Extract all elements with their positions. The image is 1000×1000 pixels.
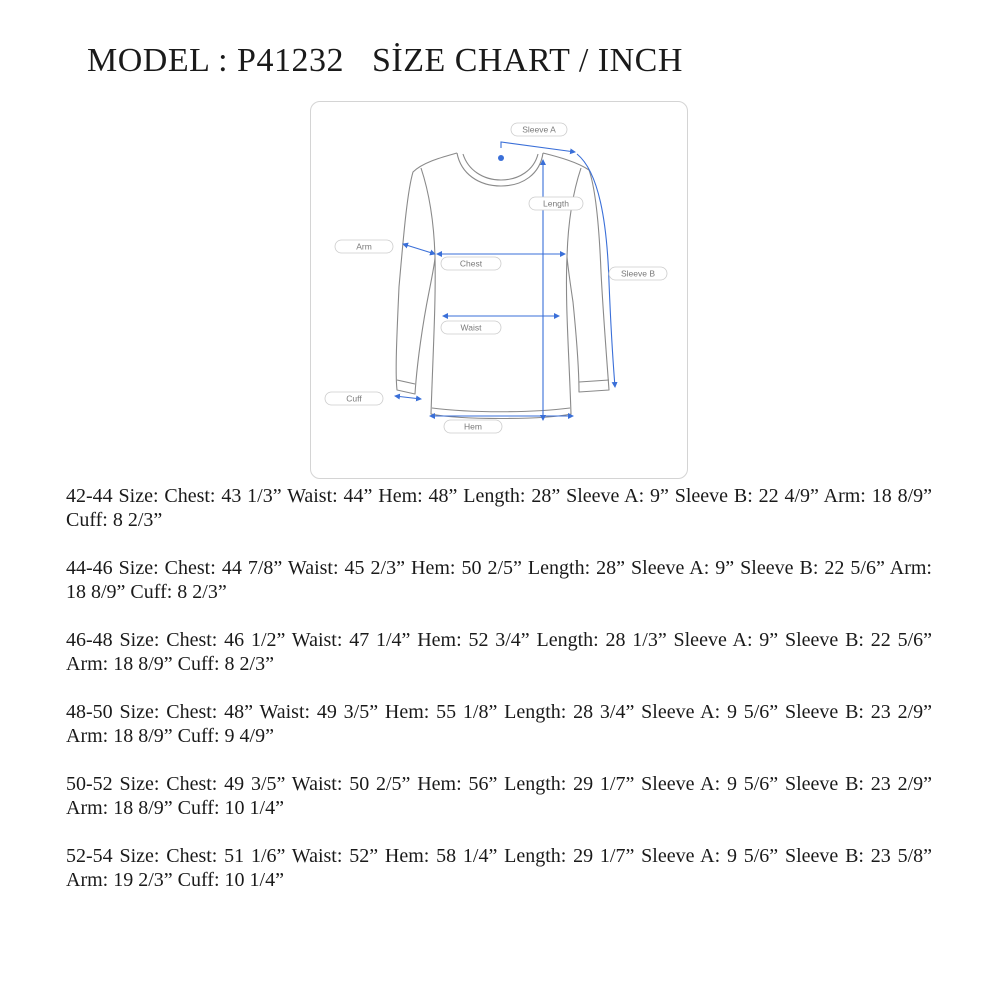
- size-entry-50-52: 50-52 Size: Chest: 49 3/5” Waist: 50 2/5” Hem: 56” Length: 29 1/7” Sleeve A: 9 5/6” Sleeve B: 23 2/9” Arm: 18 8/9” Cuff: 10 1/4”: [66, 773, 932, 819]
- label-sleeve-a: Sleeve A: [522, 124, 556, 135]
- label-hem: Hem: [464, 421, 482, 432]
- size-chart-unit-title: SİZE CHART / INCH: [371, 42, 683, 79]
- model-number: MODEL : P41232: [87, 42, 344, 79]
- label-waist: Waist: [460, 322, 482, 333]
- label-cuff: Cuff: [346, 393, 362, 404]
- arm-line: [403, 244, 435, 254]
- sleeve-a-line: [501, 142, 575, 152]
- size-entry-42-44: 42-44 Size: Chest: 43 1/3” Waist: 44” Hem: 48” Length: 28” Sleeve A: 9” Sleeve B: 22 4/9” Arm: 18 8/9” Cuff: 8 2/3”: [66, 485, 932, 531]
- cuff-line: [395, 396, 421, 399]
- page-title: [87, 42, 683, 80]
- label-sleeve-b: Sleeve B: [620, 268, 656, 279]
- label-length: Length: [543, 198, 569, 209]
- size-entry-48-50: 48-50 Size: Chest: 48” Waist: 49 3/5” Hem: 55 1/8” Length: 28 3/4” Sleeve A: 9 5/6” Sleeve B: 23 2/9” Arm: 18 8/9” Cuff: 9 4/9”: [66, 701, 932, 747]
- neck-point-marker: [498, 155, 504, 161]
- size-entry-44-46: 44-46 Size: Chest: 44 7/8” Waist: 45 2/3” Hem: 50 2/5” Length: 28” Sleeve A: 9” Sleeve B: 22 5/6” Arm: 18 8/9” Cuff: 8 2/3”: [66, 557, 932, 603]
- garment-outline: [396, 153, 609, 419]
- garment-diagram: [310, 101, 688, 479]
- measurement-lines: [395, 142, 615, 420]
- measurement-labels: [325, 123, 667, 433]
- size-entry-46-48: 46-48 Size: Chest: 46 1/2” Waist: 47 1/4” Hem: 52 3/4” Length: 28 1/3” Sleeve A: 9” Sleeve B: 22 5/6” Arm: 18 8/9” Cuff: 8 2/3”: [66, 629, 932, 675]
- label-arm: Arm: [356, 241, 372, 252]
- size-entry-52-54: 52-54 Size: Chest: 51 1/6” Waist: 52” Hem: 58 1/4” Length: 29 1/7” Sleeve A: 9 5/6” Sleeve B: 23 5/8” Arm: 19 2/3” Cuff: 10 1/4”: [66, 845, 932, 891]
- size-list: [66, 484, 932, 916]
- label-chest: Chest: [459, 258, 483, 269]
- long-sleeve-top-illustration: [311, 102, 689, 480]
